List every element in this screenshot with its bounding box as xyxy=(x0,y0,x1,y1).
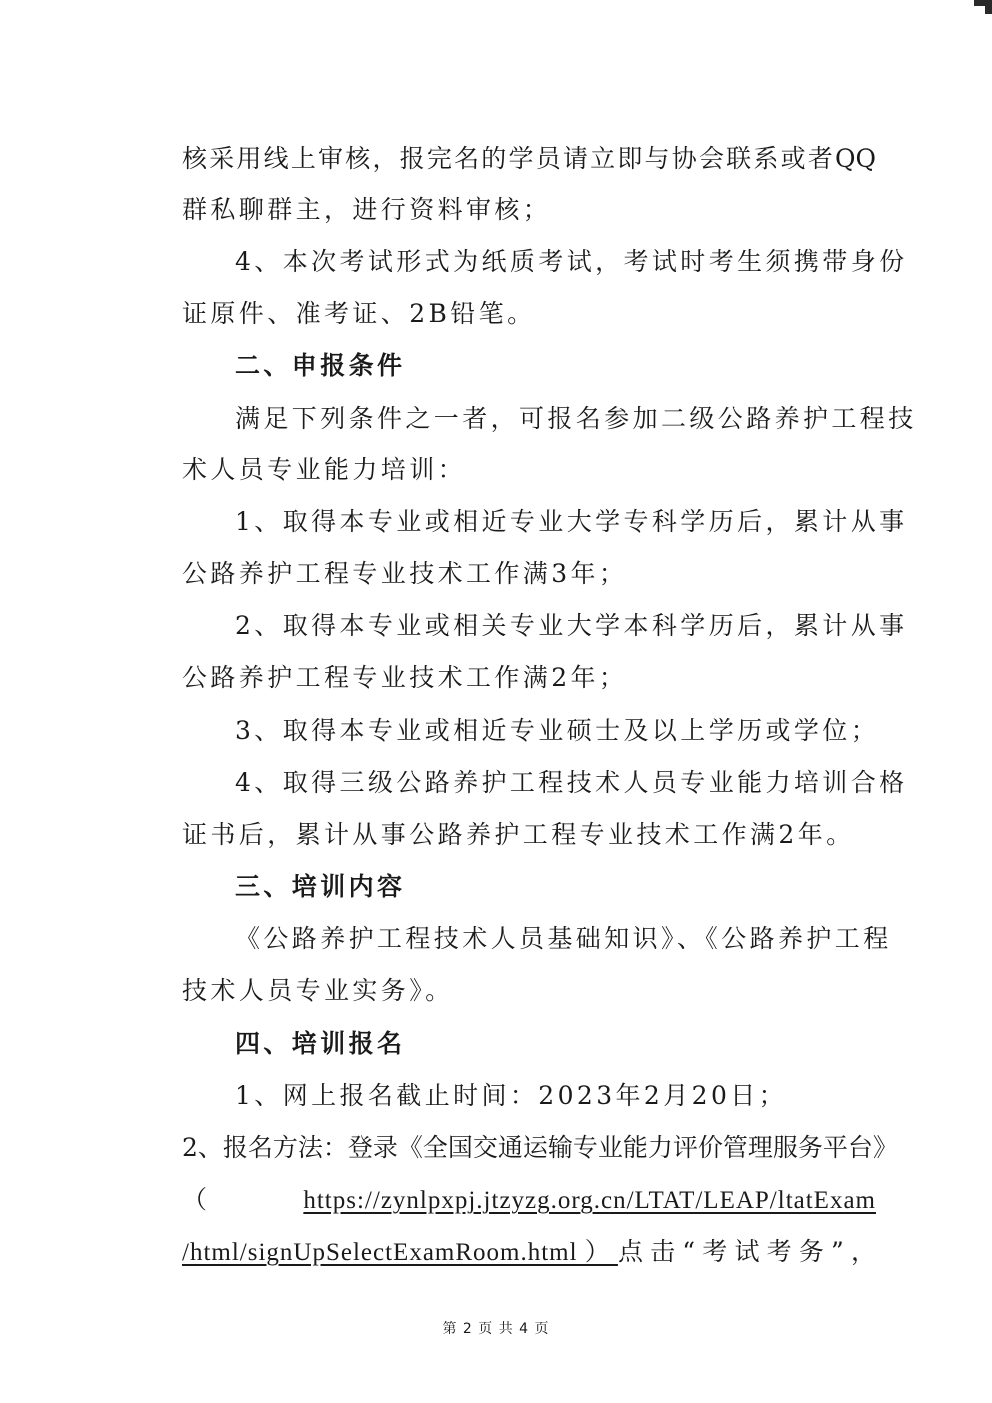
section-heading: 二、申报条件 xyxy=(235,351,406,380)
paragraph-line: 满足下列条件之一者，可报名参加二级公路养护工程技 xyxy=(235,404,917,433)
paragraph-line: 1、网上报名截止时间：2023年2月20日； xyxy=(235,1081,788,1110)
paragraph-line: 技术人员专业实务》。 xyxy=(182,976,454,1005)
scan-edge-mark xyxy=(985,0,992,14)
paragraph-line: 《公路养护工程技术人员基础知识》、《公路养护工程 xyxy=(235,924,892,953)
registration-link-continued[interactable]: /html/signUpSelectExamRoom.html） xyxy=(182,1239,618,1266)
registration-link[interactable]: https://zynlpxpj.jtzyzg.org.cn/LTAT/LEAP/ltatExam xyxy=(303,1187,876,1214)
section-heading: 三、培训内容 xyxy=(235,872,406,901)
page-number: 第 2 页 共 4 页 xyxy=(442,1321,550,1337)
paragraph-line: 公路养护工程专业技术工作满2年； xyxy=(182,663,628,692)
paragraph-line: 4、本次考试形式为纸质考试，考试时考生须携带身份 xyxy=(235,247,908,276)
section-heading: 四、培训报名 xyxy=(235,1029,406,1058)
paragraph-line: 核采用线上审核，报完名的学员请立即与协会联系或者QQ xyxy=(182,144,876,173)
paragraph-line: 2、报名方法：登录《全国交通运输专业能力评价管理服务平台》 xyxy=(182,1133,898,1162)
url-line xyxy=(182,1183,876,1218)
paragraph-line: 4、取得三级公路养护工程技术人员专业能力培训合格 xyxy=(235,768,908,797)
url-line xyxy=(182,1235,876,1270)
paragraph-line: 3、取得本专业或相近专业硕士及以上学历或学位； xyxy=(235,716,880,745)
paragraph-line: 术人员专业能力培训： xyxy=(182,455,467,484)
paragraph-line: 证原件、准考证、2B铅笔。 xyxy=(182,299,536,328)
paragraph-line: 群私聊群主，进行资料审核； xyxy=(182,195,552,224)
paragraph-line: 证书后，累计从事公路养护工程专业技术工作满2年。 xyxy=(182,820,855,849)
paragraph-line: 2、取得本专业或相关专业大学本科学历后，累计从事 xyxy=(235,611,908,640)
url-suffix: 点击“考试考务”， xyxy=(617,1237,876,1266)
paragraph-line: 1、取得本专业或相近专业大学专科学历后，累计从事 xyxy=(235,507,908,536)
url-prefix: （ xyxy=(182,1185,304,1214)
paragraph-line: 公路养护工程专业技术工作满3年； xyxy=(182,559,628,588)
